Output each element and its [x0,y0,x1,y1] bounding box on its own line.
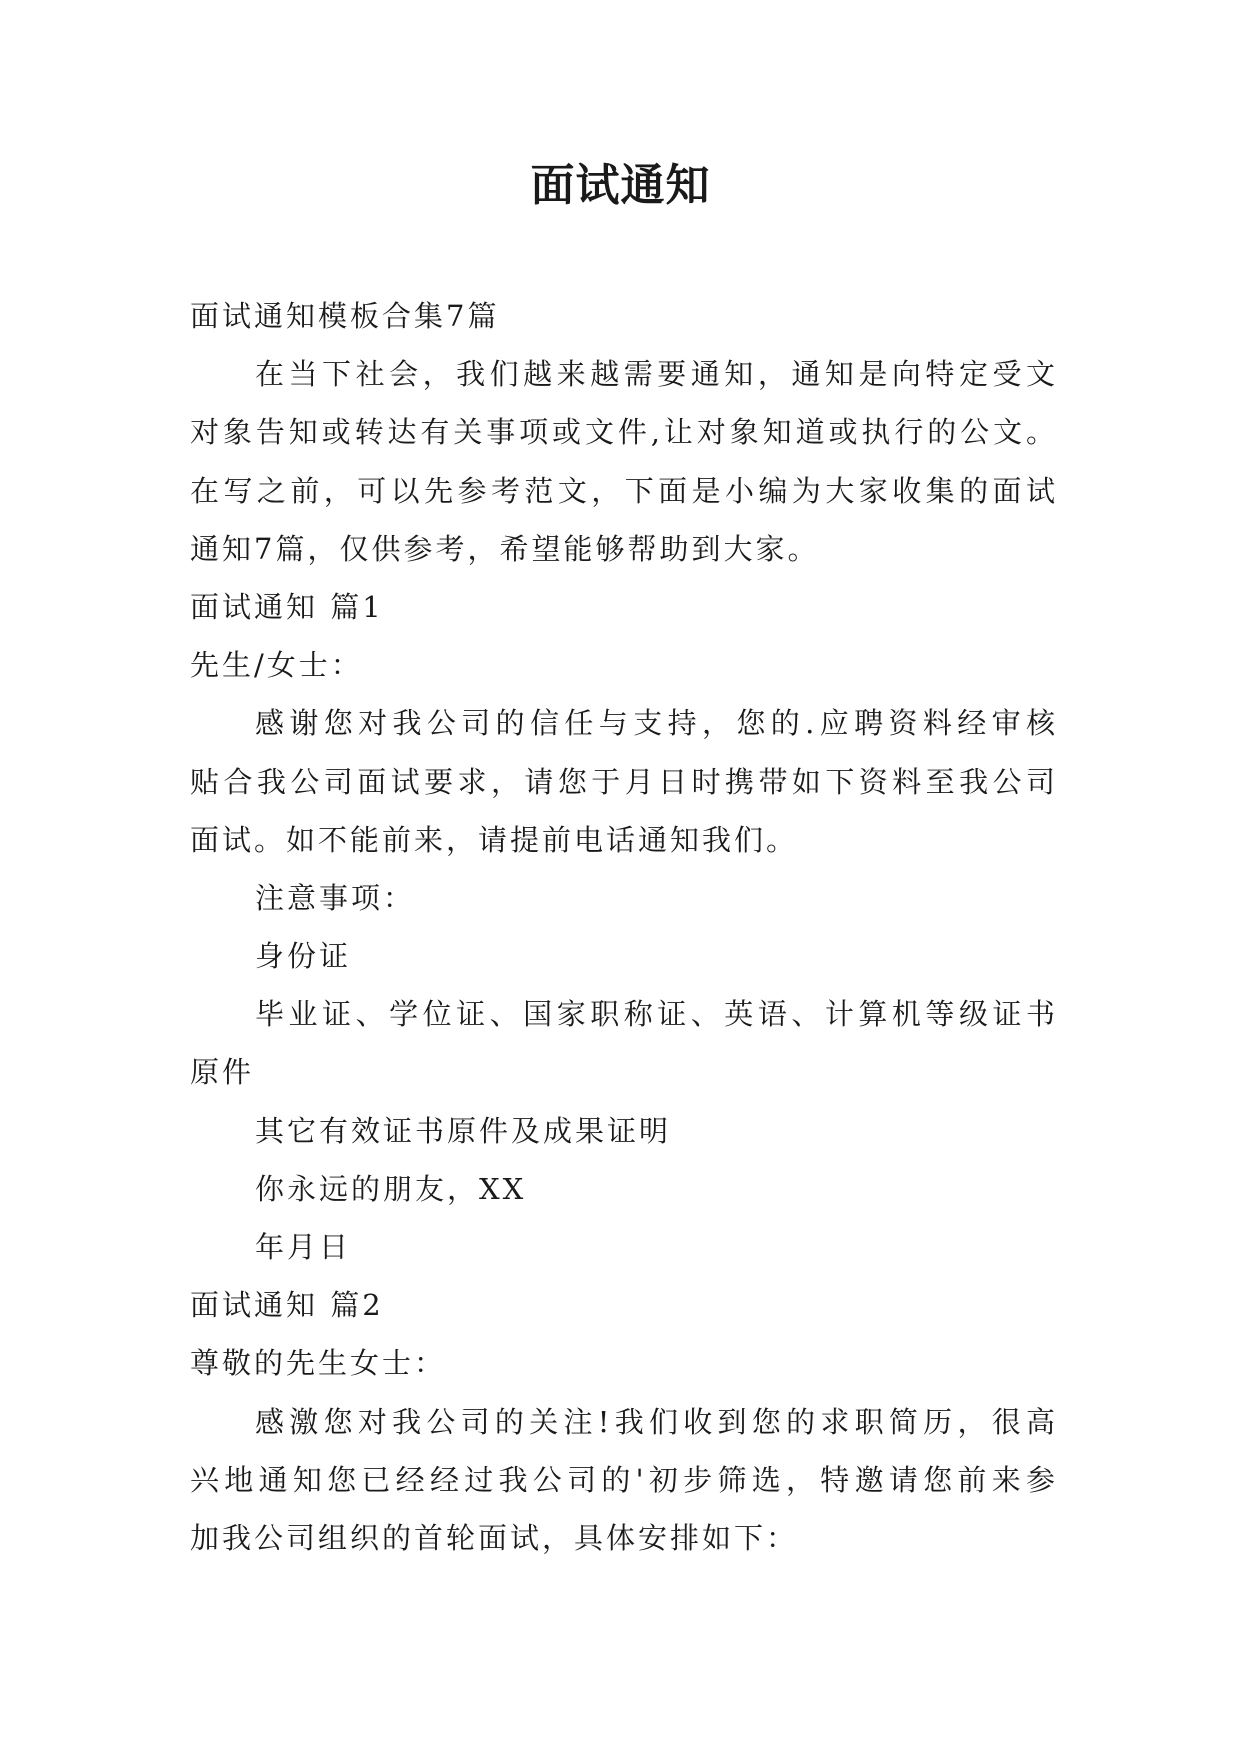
document-body [190,287,1058,1567]
text-line: 面试通知 篇2 [190,1288,384,1323]
text-line: 感激您对我公司的关注!我们收到您的求职简历，很高 [255,1404,1058,1439]
text-line: 面试。如不能前来，请提前电话通知我们。 [190,822,799,857]
text-line: 感谢您对我公司的信任与支持，您的.应聘资料经审核 [255,706,1058,741]
text-line: 注意事项： [255,880,416,915]
text-line: 贴合我公司面试要求，请您于月日时携带如下资料至我公司 [190,764,1058,799]
text-line: 毕业证、学位证、国家职称证、英语、计算机等级证书 [255,997,1058,1032]
text-line: 通知7篇，仅供参考，希望能够帮助到大家。 [190,531,820,566]
text-line: 年月日 [255,1230,352,1264]
text-line: 其它有效证书原件及成果证明 [255,1113,672,1148]
text-line: 原件 [190,1055,255,1090]
text-line: 面试通知模板合集7篇 [190,299,500,333]
text-line: 先生/女士： [190,648,363,683]
text-line: 面试通知 篇1 [190,589,384,624]
text-line: 加我公司组织的首轮面试，具体安排如下： [190,1520,799,1555]
text-line: 身份证 [255,939,352,974]
document-title: 面试通知 [530,160,711,211]
text-line: 在写之前，可以先参考范文，下面是小编为大家收集的面试 [190,473,1058,508]
text-line: 尊敬的先生女士： [190,1346,447,1381]
text-line: 在当下社会，我们越来越需要通知，通知是向特定受文 [255,357,1058,392]
text-line: 你永远的朋友，XX [255,1171,527,1206]
text-line: 兴地通知您已经经过我公司的'初步筛选，特邀请您前来参 [190,1462,1058,1497]
text-line: 对象告知或转达有关事项或文件,让对象知道或执行的公文。 [190,415,1058,450]
